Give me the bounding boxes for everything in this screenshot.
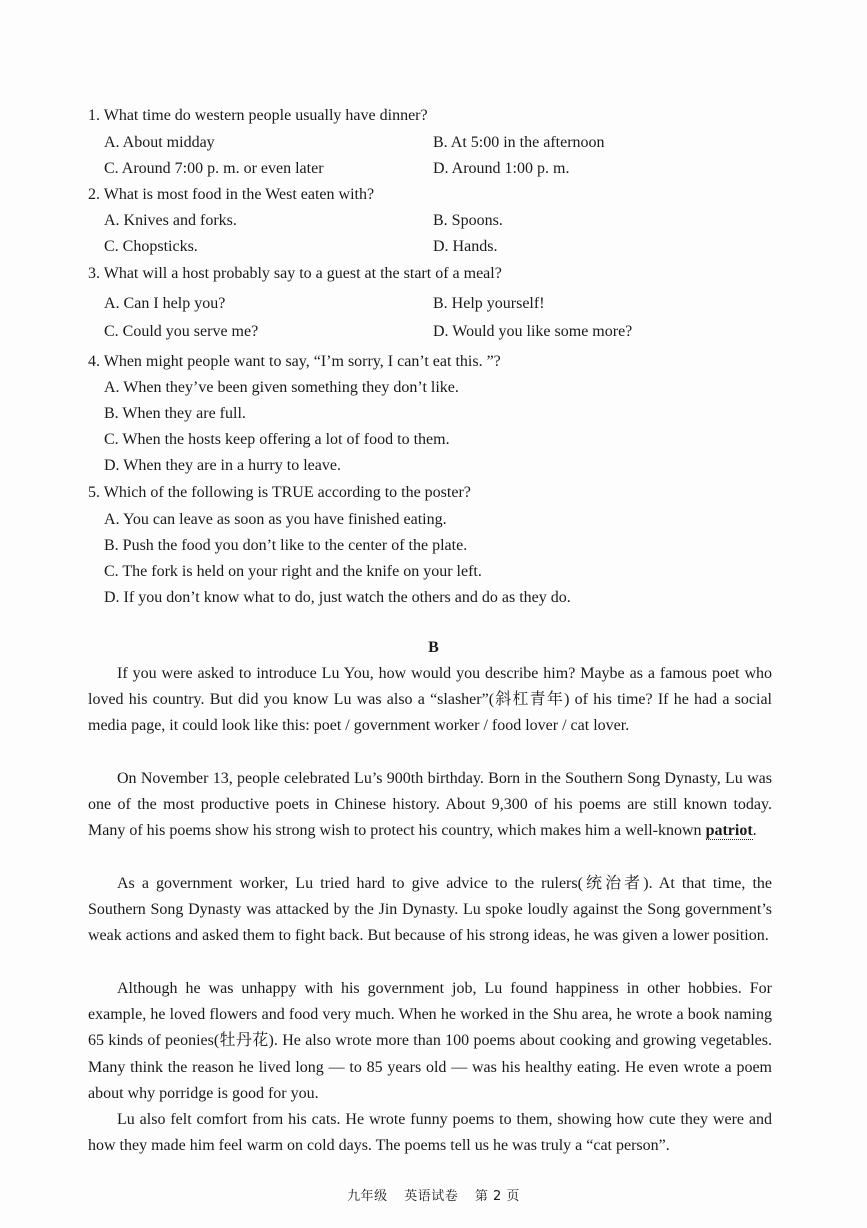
footer-subject: 英语试卷 <box>404 1189 459 1204</box>
paragraph-2-text: On November 13, people celebrated Lu’s 900th birthday. Born in the Southern Song Dynasty, Lu was one of the most productive poets in Chinese history. About 9,300 of his poems are still known today. Many of his poems show his strong wish to protect his country, which makes him a well-known <box>88 770 772 840</box>
q3-option-b: B. Help yourself! <box>433 295 545 312</box>
q4-option-b: B. When they are full. <box>104 405 246 422</box>
section-b-paragraph-5: Lu also felt comfort from his cats. He wrote funny poems to them, showing how cute they were and how they made him feel warm on cold days. The poems tell us he was truly a “cat person”. <box>88 1111 772 1155</box>
question-5-stem: 5. Which of the following is TRUE according to the poster? <box>88 484 471 501</box>
footer-grade: 九年级 <box>347 1189 388 1204</box>
keyword-patriot: patriot <box>705 822 753 840</box>
q5-option-c: C. The fork is held on your right and the knife on your left. <box>104 563 482 580</box>
q4-option-d: D. When they are in a hurry to leave. <box>104 457 341 474</box>
q1-option-b: B. At 5:00 in the afternoon <box>433 134 605 151</box>
q4-option-a: A. When they’ve been given something they don’t like. <box>104 379 459 396</box>
section-b-paragraph-2 <box>88 766 772 845</box>
section-b-paragraph-1: If you were asked to introduce Lu You, how would you describe him? Maybe as a famous poet who loved his country. But did you know Lu was also a “slasher”(斜杠青年) of his time? If he had a social media page, it could look like this: poet / government worker / food lover / cat lover. <box>88 665 772 735</box>
q5-option-d: D. If you don’t know what to do, just watch the others and do as they do. <box>104 589 571 606</box>
q3-option-c: C. Could you serve me? <box>104 323 259 340</box>
section-b-title: B <box>428 639 439 656</box>
section-b-paragraph-4: Although he was unhappy with his government job, Lu found happiness in other hobbies. For example, he loved flowers and food very much. When he worked in the Shu area, he wrote a book naming 65 kinds of peonies(牡丹花). He also wrote more than 100 poems about cooking and growing vegetables. Many think the reason he lived long — to 85 years old — was his healthy eating. He even wrote a poem about why porridge is good for you. <box>88 980 772 1102</box>
question-2-stem: 2. What is most food in the West eaten with? <box>88 186 375 203</box>
q2-option-d: D. Hands. <box>433 238 498 255</box>
q1-option-a: A. About midday <box>104 134 215 151</box>
question-3-stem: 3. What will a host probably say to a guest at the start of a meal? <box>88 265 502 282</box>
q3-option-d: D. Would you like some more? <box>433 323 633 340</box>
q1-option-c: C. Around 7:00 p. m. or even later <box>104 160 324 177</box>
q5-option-b: B. Push the food you don’t like to the center of the plate. <box>104 537 468 554</box>
q2-option-c: C. Chopsticks. <box>104 238 198 255</box>
footer-page-number: 第 2 页 <box>474 1189 520 1204</box>
paragraph-2-end: . <box>752 822 757 840</box>
question-1-stem: 1. What time do western people usually have dinner? <box>88 107 428 124</box>
section-b-paragraph-3: As a government worker, Lu tried hard to give advice to the rulers(统治者). At that time, the Southern Song Dynasty was attacked by the Jin Dynasty. Lu spoke loudly against the Song government’s weak actions and asked them to fight back. But because of his strong ideas, he was given a lower position. <box>88 875 772 945</box>
page-footer <box>0 1185 867 1204</box>
q4-option-c: C. When the hosts keep offering a lot of food to them. <box>104 431 450 448</box>
q1-option-d: D. Around 1:00 p. m. <box>433 160 570 177</box>
q2-option-b: B. Spoons. <box>433 212 503 229</box>
q5-option-a: A. You can leave as soon as you have finished eating. <box>104 511 447 528</box>
question-4-stem: 4. When might people want to say, “I’m sorry, I can’t eat this. ”? <box>88 353 501 370</box>
q3-option-a: A. Can I help you? <box>104 295 226 312</box>
q2-option-a: A. Knives and forks. <box>104 212 237 229</box>
